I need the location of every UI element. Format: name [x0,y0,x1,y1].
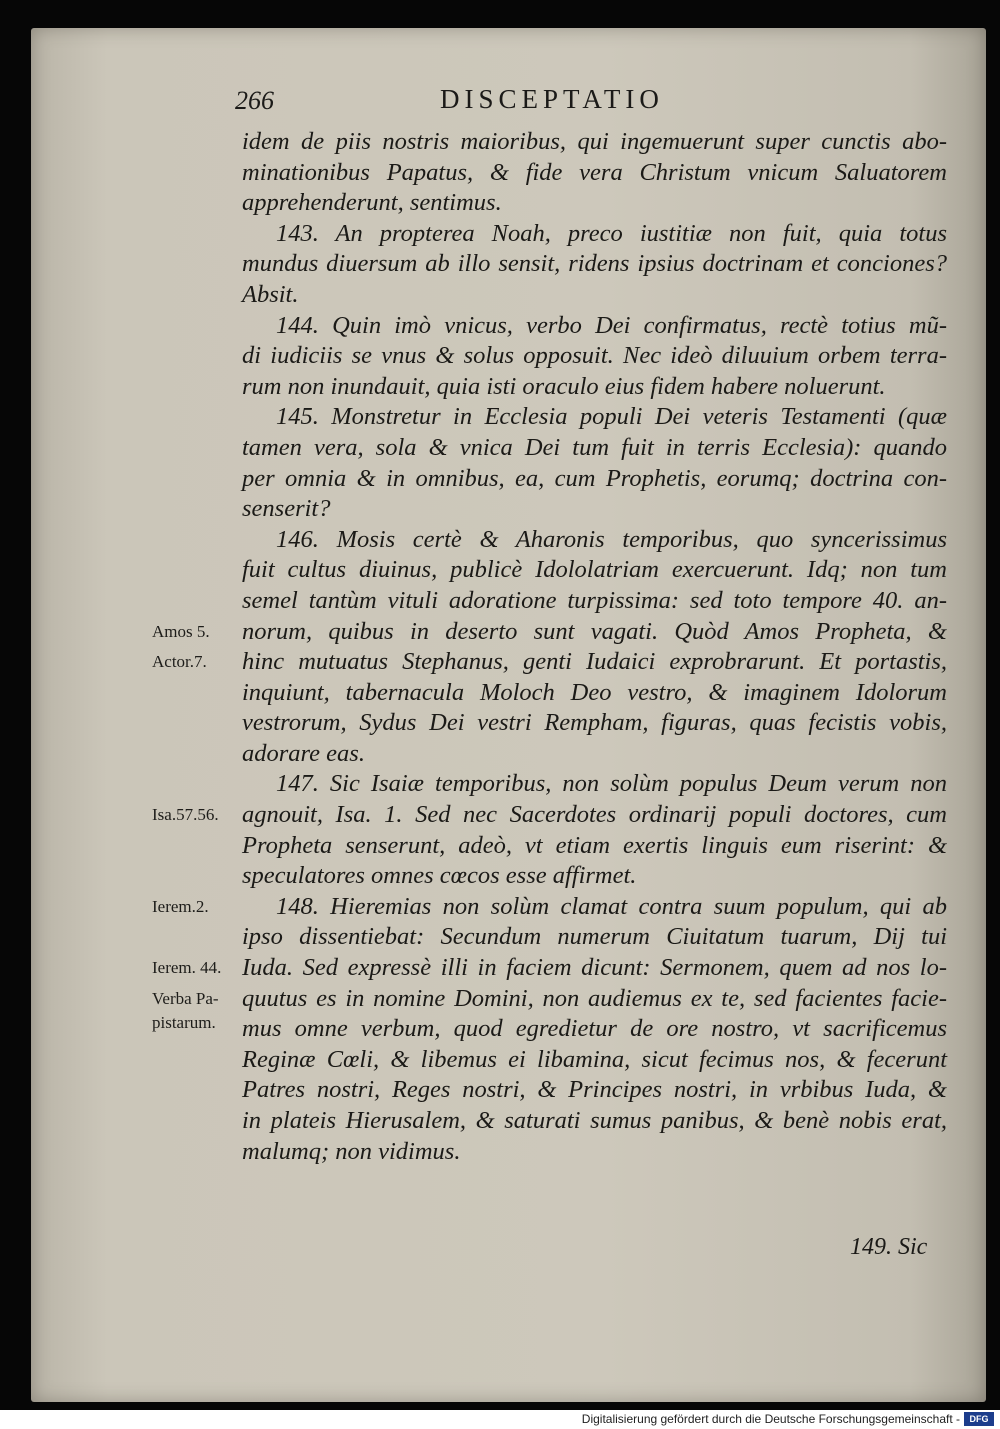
text-line: 147. Sic Isaiæ temporibus, non solùm populus Deum verum non [276,770,947,798]
text-line: agnouit, Isa. 1. Sed nec Sacerdotes ordinarij populi doctores, cum [242,801,947,829]
text-line: hinc mutuatus Stephanus, genti Iudaici exprobrarunt. Et portastis, [242,648,947,676]
text-line: minationibus Papatus, & fide vera Christum vnicum Saluatorem [242,158,947,186]
text-line: in plateis Hierusalem, & saturati sumus panibus, & benè nobis erat, [242,1107,947,1134]
text-line: fuit cultus diuinus, publicè Idololatriam exercuerunt. Idq; non tum [242,556,947,584]
page-number: 266 [235,86,274,115]
dfg-logo-icon: DFG [964,1412,994,1426]
margin-note: Amos 5. [152,621,210,641]
text-line: inquiunt, tabernacula Moloch Deo vestro, & imaginem Idolorum [242,678,947,706]
text-line: Patres nostri, Reges nostri, & Principes nostri, in vrbibus Iuda, & [242,1076,947,1104]
digitization-footer [0,1410,1000,1429]
text-line: per omnia & in omnibus, ea, cum Prophetis, eorumq; doctrina con- [242,464,947,492]
margin-note: Isa.57.56. [152,805,219,825]
text-line: speculatores omnes cœcos esse affirmet. [242,862,637,890]
text-line: Propheta senserunt, adeò, vt etiam exertis linguis eum riserint: & [242,831,947,859]
margin-note: Ierem.2. [152,897,209,916]
footer-credit: Digitalisierung gefördert durch die Deutsche Forschungsgemeinschaft - [581,1412,960,1426]
text-line: 144. Quin imò vnicus, verbo Dei confirmatus, rectè totius mũ- [276,311,947,339]
text-line: norum, quibus in deserto sunt vagati. Quòd Amos Propheta, & [242,617,947,645]
text-line: malumq; non vidimus. [242,1137,461,1165]
page-header [235,86,945,126]
text-line: apprehenderunt, sentimus. [242,189,502,217]
text-line: Reginæ Cœli, & libemus ei libamina, sicut fecimus nos, & fecerunt [242,1045,947,1073]
text-line: 148. Hieremias non solùm clamat contra suum populum, qui ab [276,892,947,920]
text-line: 145. Monstretur in Ecclesia populi Dei veteris Testamenti (quæ [276,403,947,431]
text-line: adorare eas. [242,739,365,767]
main-text-block [242,127,947,1167]
margin-note: Ierem. 44. [152,958,222,978]
text-line: mundus diuersum ab illo sensit, ridens ipsius doctrinam et conciones? [242,250,947,278]
catchword: 149. Sic [850,1234,928,1260]
text-line: Iuda. Sed expressè illi in faciem dicunt: Sermonem, quem ad nos lo- [242,954,947,982]
text-line: idem de piis nostris maioribus, qui ingemuerunt super cunctis abo- [242,128,947,155]
text-line: di iudiciis se vnus & solus opposuit. Nec ideò diluuium orbem terra- [242,342,947,370]
margin-note: Verba Pa- [152,988,219,1008]
text-line: 143. An propterea Noah, preco iustitiæ non fuit, quia totus [276,219,947,247]
text-line: ipso dissentiebat: Secundum numerum Ciuitatum tuarum, Dij tui [242,923,947,951]
text-line: semel tantùm vituli adoratione turpissima: sed toto tempore 40. an- [242,586,947,614]
margin-note: Actor.7. [152,652,207,672]
text-line: Absit. [242,280,299,308]
text-line: 146. Mosis certè & Aharonis temporibus, quo syncerissimus [276,525,947,553]
text-line: senserit? [242,495,331,523]
margin-note: pistarum. [152,1013,216,1033]
text-line: quutus es in nomine Domini, non audiemus ex te, sed facientes facie- [242,984,947,1012]
text-line: mus omne verbum, quod egredietur de ore nostro, vt sacrificemus [242,1015,947,1043]
running-title: DISCEPTATIO [440,84,664,114]
text-line: tamen vera, sola & vnica Dei tum fuit in terris Ecclesia): quando [242,433,947,461]
text-line: rum non inundauit, quia isti oraculo eius fidem habere noluerunt. [242,372,886,400]
text-line: vestrorum, Sydus Dei vestri Rempham, figuras, quas fecistis vobis, [242,709,947,737]
